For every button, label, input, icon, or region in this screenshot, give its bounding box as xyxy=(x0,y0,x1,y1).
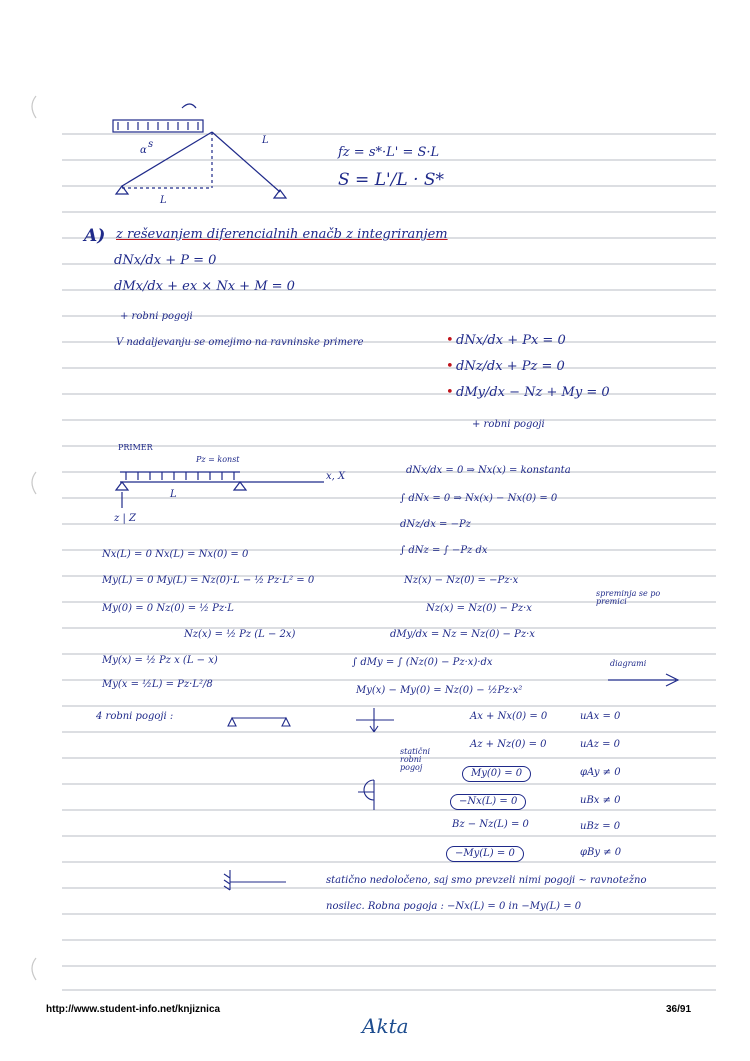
disp-4: uBx ≠ 0 xyxy=(580,795,621,806)
axis-x-label: x, X xyxy=(326,471,346,482)
planar-eq-2: dNz/dx + Pz = 0 xyxy=(456,359,565,374)
planar-bc: + robni pogoji xyxy=(472,419,545,430)
static-bc-label: statični robni pogoj xyxy=(400,747,431,772)
top-formula-1: fz = s*·L' = S·L xyxy=(338,145,440,160)
load-label: Pz = konst xyxy=(196,455,240,464)
footer-url[interactable]: http://www.student-info.net/knjiznica xyxy=(46,1004,221,1015)
diff-eq-2: dMx/dx + ex × Nx + M = 0 xyxy=(114,279,295,294)
right-line-7: dMy/dx = Nz = Nz(0) − Pz·x xyxy=(390,629,535,640)
bc-sentence-2: nosilec. Robna pogoja : −Nx(L) = 0 in −My(L) = 0 xyxy=(326,901,582,912)
planar-eq-1: dNx/dx + Px = 0 xyxy=(456,333,566,348)
planar-eq-3: dMy/dx − Nz + My = 0 xyxy=(456,385,610,400)
left-line-4: Nz(x) = ½ Pz (L − 2x) xyxy=(184,629,296,640)
bc-cond-3: My(0) = 0 xyxy=(462,766,531,782)
right-line-3: dNz/dx = −Pz xyxy=(400,519,471,530)
bc-cond-4: −Nx(L) = 0 xyxy=(450,794,526,810)
page-number: 36/91 xyxy=(666,1004,692,1015)
cantilever-sketch xyxy=(222,866,302,896)
akta-logo: Akta xyxy=(362,1014,409,1038)
l-base-label: L xyxy=(160,195,167,206)
left-line-3: My(0) = 0 Nz(0) = ½ Pz·L xyxy=(102,603,234,614)
bc-cond-5: Bz − Nz(L) = 0 xyxy=(452,819,529,830)
section-a-letter: A) xyxy=(84,226,106,246)
disp-5: uBz = 0 xyxy=(580,821,621,832)
left-line-1: Nx(L) = 0 Nx(L) = Nx(0) = 0 xyxy=(102,549,249,560)
bc-cond-1: Ax + Nx(0) = 0 xyxy=(470,711,548,722)
bc-sentence-1: statično nedoločeno, saj smo prevzeli nimi pogoji ~ ravnotežno xyxy=(326,875,647,886)
right-line-2: ∫ dNx = 0 ⇒ Nx(x) − Nx(0) = 0 xyxy=(400,493,558,504)
bullet-1: • xyxy=(446,333,454,348)
left-line-6: My(x = ½L) = Pz·L²/8 xyxy=(102,679,213,690)
example-label: PRIMER xyxy=(118,443,153,452)
disp-3: φAy ≠ 0 xyxy=(580,767,621,778)
planar-note: V nadaljevanju se omejimo na ravninske primere xyxy=(116,337,364,348)
bullet-2: • xyxy=(446,359,454,374)
l-label: L xyxy=(262,135,269,146)
bc-cond-6: −My(L) = 0 xyxy=(446,846,524,862)
right-line-9: My(x) − My(0) = Nz(0) − ½Pz·x² xyxy=(356,685,523,696)
bullet-3: • xyxy=(446,385,454,400)
diagrams-label: diagrami xyxy=(610,659,647,668)
right-line-6: Nz(x) = Nz(0) − Pz·x xyxy=(426,603,532,614)
right-line-8: ∫ dMy = ∫ (Nz(0) − Pz·x)·dx xyxy=(352,657,493,668)
left-line-5: My(x) = ½ Pz x (L − x) xyxy=(102,655,218,666)
free-body-sketches xyxy=(350,700,420,830)
disp-6: φBy ≠ 0 xyxy=(580,847,622,858)
right-line-5: Nz(x) − Nz(0) = −Pz·x xyxy=(404,575,519,586)
diff-eq-1: dNx/dx + P = 0 xyxy=(114,253,217,268)
bc-label: 4 robni pogoji : xyxy=(96,711,174,722)
right-line-4: ∫ dNz = ∫ −Pz dx xyxy=(400,545,488,556)
inclined-beam-diagram xyxy=(108,98,308,208)
beam-sketch xyxy=(226,710,306,734)
right-line-1: dNx/dx = 0 ⇒ Nx(x) = konstanta xyxy=(406,465,571,476)
axis-z-label: z | Z xyxy=(114,513,136,524)
alpha-label: α xyxy=(140,145,147,156)
span-label: L xyxy=(170,489,177,500)
disp-2: uAz = 0 xyxy=(580,739,621,750)
section-a-title: z reševanjem diferencialnih enačb z integriranjem xyxy=(116,227,448,242)
s-label: s xyxy=(148,139,154,150)
top-formula-2: S = L'/L · S* xyxy=(338,170,445,190)
plus-boundary-conditions: + robni pogoji xyxy=(120,311,193,322)
bc-cond-2: Az + Nz(0) = 0 xyxy=(470,739,547,750)
disp-1: uAx = 0 xyxy=(580,711,621,722)
linear-note: spreminja se po premici xyxy=(596,589,661,606)
arrow-right-icon xyxy=(606,670,686,690)
left-line-2: My(L) = 0 My(L) = Nz(0)·L − ½ Pz·L² = 0 xyxy=(102,575,315,586)
